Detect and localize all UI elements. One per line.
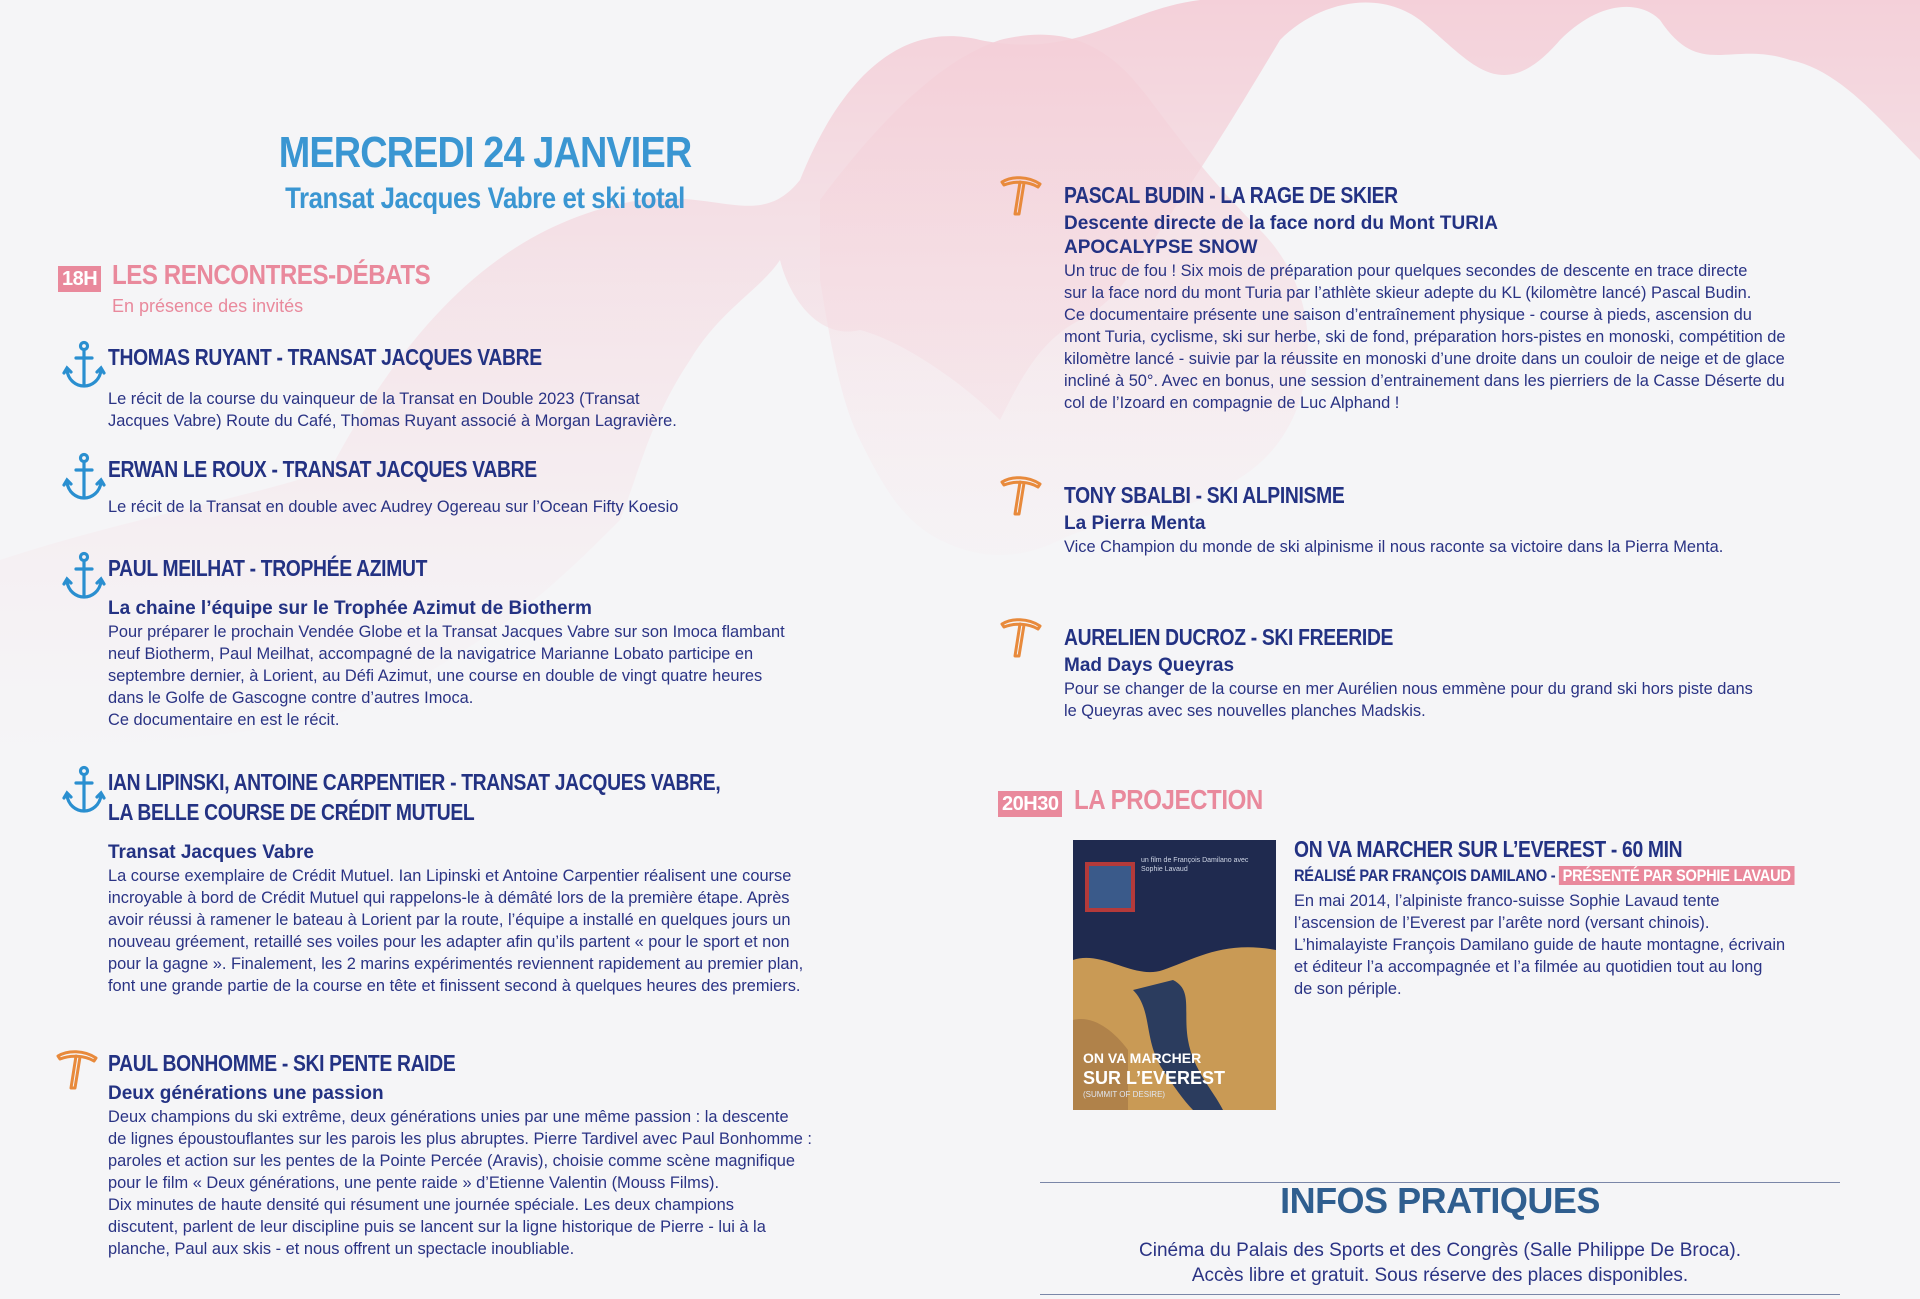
- desc-line: mont Turia, cyclisme, ski sur herbe, ski de fond, préparation hors-pistes en monoski, compétition de: [1064, 328, 1786, 346]
- desc-line: Pour préparer le prochain Vendée Globe et la Transat Jacques Vabre sur son Imoca flambant: [108, 623, 785, 641]
- entry-name-line2: LA BELLE COURSE DE CRÉDIT MUTUEL: [108, 799, 475, 825]
- entry-subtitle: Deux générations une passion: [108, 1083, 384, 1104]
- desc-line: discutent, parlent de leur discipline puis se lancent sur la ligne historique de Pierre - lui à la: [108, 1218, 766, 1236]
- desc-line: kilomètre lancé - suivie par la réussite en monoski d’une droite dans un couloir de neige et de glace: [1064, 350, 1785, 368]
- entry-aurelien-ducroz: [1018, 620, 1898, 730]
- desc-line: Pour se changer de la course en mer Aurélien nous emmène pour du grand ski hors piste dans: [1064, 680, 1753, 698]
- entry-name: ERWAN LE ROUX - TRANSAT JACQUES VABRE: [108, 456, 537, 482]
- desc-line: dans le Golfe de Gascogne contre d’autres Imoca.: [108, 689, 474, 707]
- ice-axe-icon: [998, 170, 1044, 220]
- film-credits: [1294, 866, 1794, 886]
- entry-ian-lipinski: [62, 765, 922, 1005]
- film-description: [1294, 890, 1854, 1000]
- entry-name: IAN LIPINSKI, ANTOINE CARPENTIER - TRANSAT JACQUES VABRE,: [108, 769, 721, 795]
- desc-line: sur la face nord du mont Turia par l’athlète skieur adepte du KL (kilomètre lancé) Pascal Budin.: [1064, 284, 1752, 302]
- desc-line: planche, Paul aux skis - et nous offrent un spectacle inoubliable.: [108, 1240, 575, 1258]
- poster-title-line1: ON VA MARCHER: [1083, 1050, 1202, 1066]
- entry-subtitle-line2: APOCALYPSE SNOW: [1064, 237, 1258, 258]
- desc-line: L’himalayiste François Damilano guide de haute montagne, écrivain: [1294, 936, 1786, 954]
- desc-line: incroyable à bord de Crédit Mutuel qui rappelons-le à démâté lors de la première étape. Après: [108, 889, 790, 907]
- entry-subtitle: Transat Jacques Vabre: [108, 842, 314, 863]
- time-badge-20h30: 20H30: [998, 791, 1062, 817]
- desc-line: La course exemplaire de Crédit Mutuel. Ian Lipinski et Antoine Carpentier réalisent une course: [108, 867, 792, 885]
- anchor-icon: [62, 551, 108, 601]
- entry-description: [1064, 678, 1753, 722]
- desc-line: Ce documentaire présente une saison d’entraînement physique - course à pieds, ascension du: [1064, 306, 1752, 324]
- desc-line: font une grande partie de la course en tête et finissent second à quelques heures des premiers.: [108, 977, 801, 995]
- desc-line: paroles et action sur les pentes de la Pointe Percée (Aravis), choisie comme scène magnifique: [108, 1152, 795, 1170]
- infos-text: [1040, 1238, 1840, 1288]
- desc-line: nouveau gréement, retaillé ses voiles pour les adapter afin qu’ils partent « pour le sport et non: [108, 933, 790, 951]
- entry-subtitle: Descente directe de la face nord du Mont TURIA: [1064, 213, 1498, 234]
- entry-subtitle: La Pierra Menta: [1064, 513, 1206, 534]
- entry-name: AURELIEN DUCROZ - SKI FREERIDE: [1064, 624, 1394, 650]
- desc-line: et éditeur l’a accompagnée et l’a filmée au quotidien tout au long: [1294, 958, 1763, 976]
- session-title-debates: LES RENCONTRES-DÉBATS: [112, 259, 431, 290]
- desc-line: pour la gagne ». Finalement, les 2 marins expérimentés reviennent rapidement au premier plan,: [108, 955, 804, 973]
- desc-line: Deux champions du ski extrême, deux générations unies par une même passion : la descente: [108, 1108, 789, 1126]
- entry-description: [108, 865, 803, 997]
- entry-pascal-budin: [1018, 178, 1898, 418]
- poster-top-text: un film de François Damilano avec Sophie Lavaud: [1141, 857, 1249, 873]
- poster-title-line2: SUR L’EVEREST: [1083, 1068, 1226, 1088]
- anchor-icon: [62, 340, 108, 390]
- entry-name: TONY SBALBI - SKI ALPINISME: [1064, 482, 1345, 508]
- infos-title: INFOS PRATIQUES: [1280, 1180, 1600, 1221]
- entry-subtitle: La chaine l’équipe sur le Trophée Azimut de Biotherm: [108, 598, 592, 619]
- desc-line: Un truc de fou ! Six mois de préparation pour quelques secondes de descente en trace directe: [1064, 262, 1748, 280]
- entry-subtitle: Mad Days Queyras: [1064, 655, 1235, 676]
- desc-line: col de l’Izoard en compagnie de Luc Alphand !: [1064, 394, 1400, 412]
- ice-axe-icon: [998, 470, 1044, 520]
- entry-description: [108, 1106, 812, 1260]
- desc-line: Vice Champion du monde de ski alpinisme il nous raconte sa victoire dans la Pierra Menta.: [1064, 538, 1724, 556]
- entry-description: [1064, 260, 1786, 414]
- anchor-icon: [62, 452, 108, 502]
- entry-tony-sbalbi: [1018, 478, 1898, 568]
- entry-thomas-ruyant: [62, 340, 922, 440]
- desc-line: de lignes époustouflantes sur les parois les plus abruptes. Pierre Tardivel avec Paul Bonhomme :: [108, 1130, 812, 1148]
- desc-line: Le récit de la Transat en double avec Audrey Ogereau sur l’Ocean Fifty Koesio: [108, 498, 679, 516]
- time-badge-18h: 18H: [58, 266, 101, 292]
- session-title-projection: LA PROJECTION: [1074, 784, 1263, 815]
- entry-name: PAUL BONHOMME - SKI PENTE RAIDE: [108, 1050, 456, 1076]
- desc-line: Le récit de la course du vainqueur de la Transat en Double 2023 (Transat: [108, 390, 640, 408]
- desc-line: Jacques Vabre) Route du Café, Thomas Ruyant associé à Morgan Lagravière.: [108, 412, 677, 430]
- desc-line: le Queyras avec ses nouvelles planches Madskis.: [1064, 702, 1426, 720]
- infos-line: Cinéma du Palais des Sports et des Congrès (Salle Philippe De Broca).: [1139, 1240, 1741, 1261]
- entry-name: PAUL MEILHAT - TROPHÉE AZIMUT: [108, 555, 428, 581]
- entry-paul-meilhat: [62, 551, 922, 741]
- day-title: MERCREDI 24 JANVIER: [278, 128, 692, 177]
- anchor-icon: [62, 765, 108, 815]
- entry-description: [108, 621, 785, 731]
- desc-line: l’ascension de l’Everest par l’arête nord (versant chinois).: [1294, 914, 1710, 932]
- desc-line: de son périple.: [1294, 980, 1402, 998]
- desc-line: septembre dernier, à Lorient, au Défi Azimut, une course en double de vingt quatre heures: [108, 667, 763, 685]
- entry-name: PASCAL BUDIN - LA RAGE DE SKIER: [1064, 182, 1398, 208]
- film-poster: [1073, 840, 1276, 1110]
- ice-axe-icon: [54, 1044, 100, 1094]
- day-subtitle: Transat Jacques Vabre et ski total: [285, 182, 685, 215]
- desc-line: incliné à 50°. Avec en bonus, une session d’entrainement dans les pierriers de la Casse Déserte du: [1064, 372, 1785, 390]
- entry-description: [108, 388, 677, 432]
- entry-description: [1064, 536, 1723, 558]
- desc-line: avoir réussi à ramener le bateau à Lorient par la route, l’équipe a installé en quelques jours un: [108, 911, 791, 929]
- infos-line: Accès libre et gratuit. Sous réserve des places disponibles.: [1191, 1265, 1689, 1286]
- film-title: ON VA MARCHER SUR L’EVEREST - 60 MIN: [1294, 836, 1683, 862]
- film-director: RÉALISÉ PAR FRANÇOIS DAMILANO -: [1294, 866, 1560, 885]
- entry-erwan-le-roux: [62, 452, 922, 532]
- ice-axe-icon: [998, 612, 1044, 662]
- entry-paul-bonhomme: [62, 1046, 922, 1286]
- entry-name: THOMAS RUYANT - TRANSAT JACQUES VABRE: [108, 344, 542, 370]
- session-subtitle-debates: En présence des invités: [112, 296, 304, 316]
- film-presenter-highlight: PRÉSENTÉ PAR SOPHIE LAVAUD: [1559, 866, 1794, 885]
- entry-description: [108, 496, 678, 518]
- desc-line: pour le film « Deux générations, une pente raide » d’Etienne Valentin (Mouss Films).: [108, 1174, 720, 1192]
- desc-line: En mai 2014, l’alpiniste franco-suisse Sophie Lavaud tente: [1294, 892, 1720, 910]
- desc-line: neuf Biotherm, Paul Meilhat, accompagné de la navigatrice Marianne Lobato participe en: [108, 645, 754, 663]
- desc-line: Dix minutes de haute densité qui résument une journée spéciale. Les deux champions: [108, 1196, 734, 1214]
- infos-divider-bottom: [1040, 1294, 1840, 1295]
- poster-tagline: (SUMMIT OF DESIRE): [1083, 1090, 1166, 1099]
- desc-line: Ce documentaire en est le récit.: [108, 711, 340, 729]
